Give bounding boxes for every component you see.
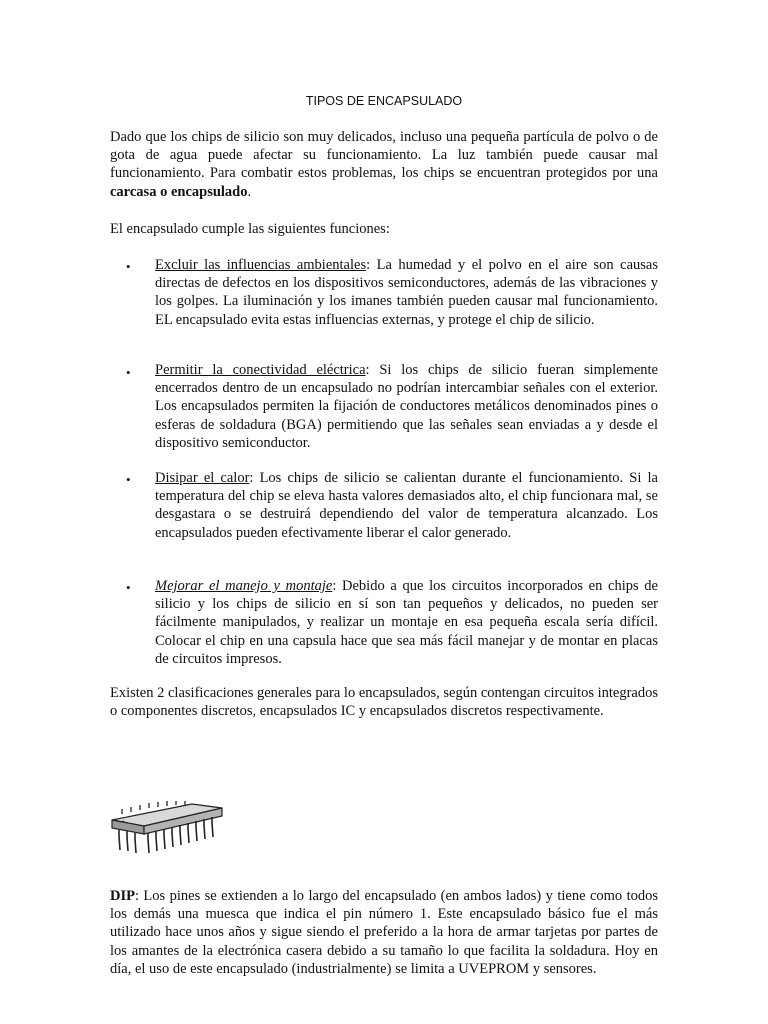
- bullet-2: •: [126, 365, 131, 380]
- bullet-4: •: [126, 580, 131, 595]
- functions-intro: El encapsulado cumple las siguientes funciones:: [110, 221, 390, 237]
- item-term: Mejorar el manejo y montaje: [155, 578, 333, 594]
- list-item-1: [155, 256, 658, 329]
- item-text: : Debido a que los circuitos incorporados en chips de silicio y los chips de silicio en sí son tan pequeños y delicados, no pueden ser fácilmente manipulados, y realizar un montaje en esa pequeña escala sería difícil. Colocar el chip en una capsula hace que sea más fácil manejar y de montar en placas de circuitos impresos.: [155, 578, 658, 667]
- list-item-3: [155, 469, 658, 542]
- item-text: : La humedad y el polvo en el aire son causas directas de defectos en los dispositivos semiconductores, además de las vibraciones y los golpes. La iluminación y los imanes también pueden causar mal funcionamiento. EL encapsulado evita estas influencias externas, y protege el chip de silicio.: [155, 257, 658, 328]
- item-term: Disipar el calor: [155, 470, 250, 486]
- dip-chip-image: [108, 800, 226, 862]
- intro-text-end: .: [247, 183, 252, 200]
- bullet-1: •: [126, 259, 131, 274]
- document-title: TIPOS DE ENCAPSULADO: [305, 94, 463, 108]
- item-term: Permitir la conectividad eléctrica: [155, 362, 366, 378]
- item-term: Excluir las influencias ambientales: [155, 257, 367, 273]
- intro-text: Dado que los chips de silicio son muy delicados, incluso una pequeña partícula de polvo o de gota de agua puede afectar su funcionamiento. La luz también puede causar mal funcionamiento. Para combatir estos problemas, los chips se encuentran protegidos por una: [110, 129, 658, 182]
- item-text: : Los chips de silicio se calientan durante el funcionamiento. Si la temperatura del chip se eleva hasta valores demasiados alto, el chip funcionara mal, se desgastara o se destruirá dependiendo del valor de temperatura alcanzado. Los encapsulados pueden efectivamente liberar el calor generado.: [155, 470, 658, 541]
- dip-term: DIP: [110, 888, 135, 904]
- list-item-2: [155, 361, 658, 452]
- list-item-4: [155, 577, 658, 668]
- dip-text: : Los pines se extienden a lo largo del encapsulado (en ambos lados) y tiene como todos los demás una muesca que indica el pin número 1. Este encapsulado básico fue el más utilizado hace unos años y sigue siendo el preferido a la hora de armar tarjetas por partes de los amantes de la electrónica casera debido a su tamaño lo que facilita la soldadura. Hoy en día, el uso de este encapsulado (industrialmente) se limita a UVEPROM y sensores.: [110, 888, 658, 977]
- dip-paragraph: [110, 887, 658, 978]
- classification-paragraph: Existen 2 clasificaciones generales para lo encapsulados, según contengan circuitos integrados o componentes discretos, encapsulados IC y encapsulados discretos respectivamente.: [110, 685, 658, 720]
- intro-bold-term: carcasa o encapsulado: [110, 183, 248, 200]
- intro-paragraph: [110, 128, 658, 201]
- item-text: : Si los chips de silicio fueran simplemente encerrados dentro de un encapsulado no podrían intercambiar señales con el exterior. Los encapsulados permiten la fijación de conductores metálicos denominados pines o esferas de soldadura (BGA) permitiendo que las señales sean enviadas a y desde el dispositivo semiconductor.: [155, 362, 658, 451]
- bullet-3: •: [126, 472, 131, 487]
